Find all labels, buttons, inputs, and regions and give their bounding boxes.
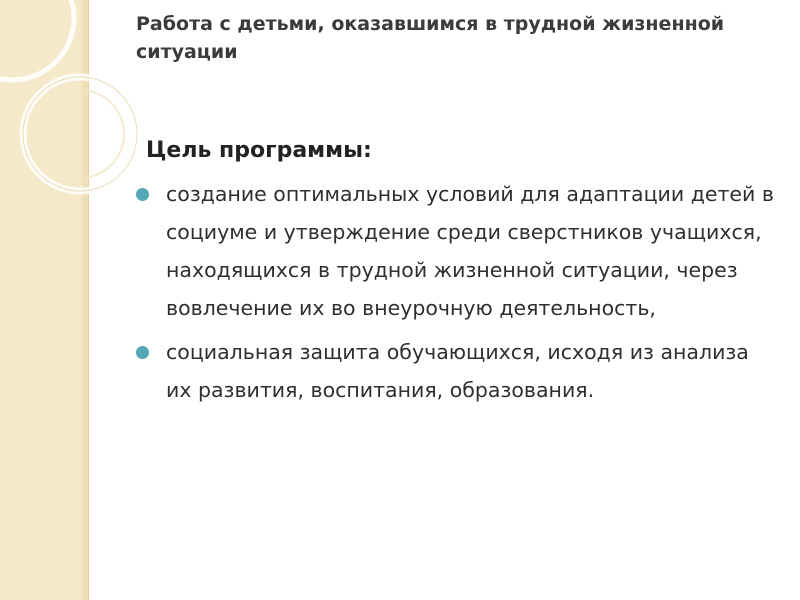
- bullet-dot-icon: [136, 346, 149, 359]
- goal-bullet-item: [136, 175, 776, 327]
- program-goal-heading: Цель программы:: [146, 138, 372, 163]
- decorative-ring-inner: [36, 90, 124, 178]
- decorative-ring-medium: [23, 77, 137, 191]
- decorative-ring-large: [0, 0, 74, 80]
- slide-title: Работа с детьми, оказавшимся в трудной жизненной ситуации: [136, 13, 725, 63]
- goal-bullet-list: [136, 175, 776, 415]
- goal-bullet-text: социальная защита обучающихся, исходя из анализа их развития, воспитания, образования.: [166, 340, 749, 402]
- bullet-dot-icon: [136, 188, 149, 201]
- goal-bullet-item: [136, 333, 776, 409]
- goal-bullet-text: создание оптимальных условий для адаптации детей в социуме и утверждение среди сверстников учащихся, находящихся в трудной жизненной ситуации, через вовлечение их во внеурочную деятельность,: [166, 182, 774, 320]
